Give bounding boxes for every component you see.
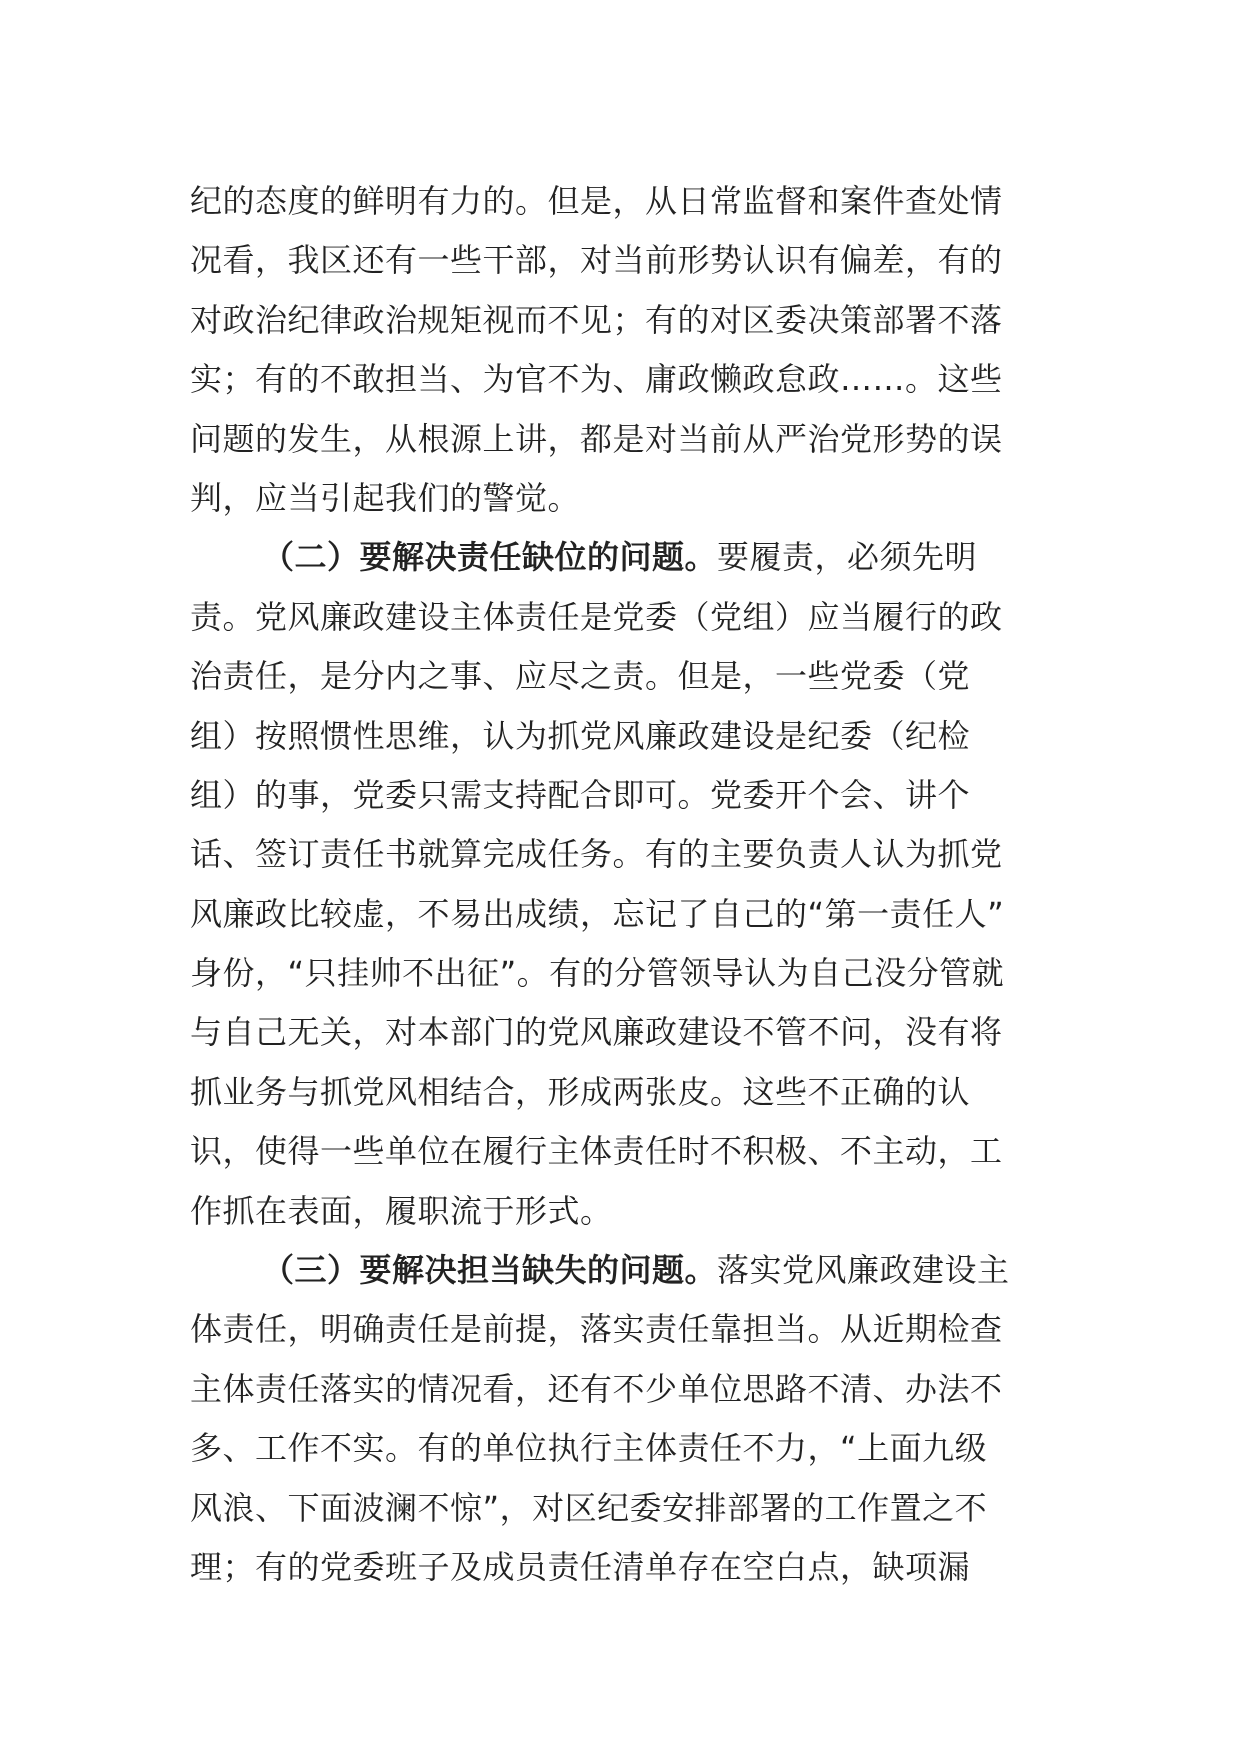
text-line: 作抓在表面，履职流于形式。 bbox=[190, 1191, 613, 1230]
text-line: 身份，“只挂帅不出征”。有的分管领导认为自己没分管就 bbox=[190, 954, 1005, 993]
text-line: 风浪、下面波澜不惊”，对区纪委安排部署的工作置之不 bbox=[190, 1488, 988, 1527]
text-run: 要履责，必须先明 bbox=[717, 538, 978, 577]
text-line: 纪的态度的鲜明有力的。但是，从日常监督和案件查处情 bbox=[190, 182, 1003, 220]
text-line: 与自己无关，对本部门的党风廉政建设不管不问，没有将 bbox=[190, 1013, 1003, 1052]
text-line: 对政治纪律政治规矩视而不见；有的对区委决策部署不落 bbox=[190, 300, 1003, 339]
text-line: 责。党风廉政建设主体责任是党委（党组）应当履行的政 bbox=[190, 597, 1003, 636]
text-line: 多、工作不实。有的单位执行主体责任不力，“上面九级 bbox=[190, 1429, 988, 1468]
text-line: 组）的事，党委只需支持配合即可。党委开个会、讲个 bbox=[190, 775, 971, 814]
text-line: 况看，我区还有一些干部，对当前形势认识有偏差，有的 bbox=[190, 241, 1003, 280]
text-line: 判，应当引起我们的警觉。 bbox=[190, 478, 581, 517]
paragraph-continuation bbox=[190, 172, 1050, 528]
paragraph-first-line bbox=[190, 528, 1050, 587]
document-body bbox=[190, 172, 1050, 1597]
text-line: 主体责任落实的情况看，还有不少单位思路不清、办法不 bbox=[190, 1369, 1003, 1408]
paragraph-accountability-lacking bbox=[190, 1241, 1050, 1597]
paragraph-first-line bbox=[190, 1241, 1050, 1300]
text-line: 抓业务与抓党风相结合，形成两张皮。这些不正确的认 bbox=[190, 1072, 971, 1111]
text-line: 话、签订责任书就算完成任务。有的主要负责人认为抓党 bbox=[190, 835, 1003, 874]
text-line: 风廉政比较虚，不易出成绩，忘记了自己的“第一责任人” bbox=[190, 894, 1005, 933]
text-run: 落实党风廉政建设主 bbox=[717, 1251, 1010, 1290]
text-line: 治责任，是分内之事、应尽之责。但是，一些党委（党 bbox=[190, 657, 971, 696]
section-heading: （二）要解决责任缺位的问题。 bbox=[262, 538, 718, 577]
paragraph-responsibility-absence bbox=[190, 528, 1050, 1241]
text-line: 体责任，明确责任是前提，落实责任靠担当。从近期检查 bbox=[190, 1310, 1003, 1349]
text-line: 组）按照惯性思维，认为抓党风廉政建设是纪委（纪检 bbox=[190, 716, 971, 755]
text-line: 问题的发生，从根源上讲，都是对当前从严治党形势的误 bbox=[190, 419, 1003, 458]
section-heading: （三）要解决担当缺失的问题。 bbox=[262, 1251, 718, 1290]
text-line: 实；有的不敢担当、为官不为、庸政懒政怠政……。这些 bbox=[190, 360, 1003, 399]
text-line: 理；有的党委班子及成员责任清单存在空白点，缺项漏 bbox=[190, 1547, 971, 1586]
text-line: 识，使得一些单位在履行主体责任时不积极、不主动，工 bbox=[190, 1132, 1003, 1171]
